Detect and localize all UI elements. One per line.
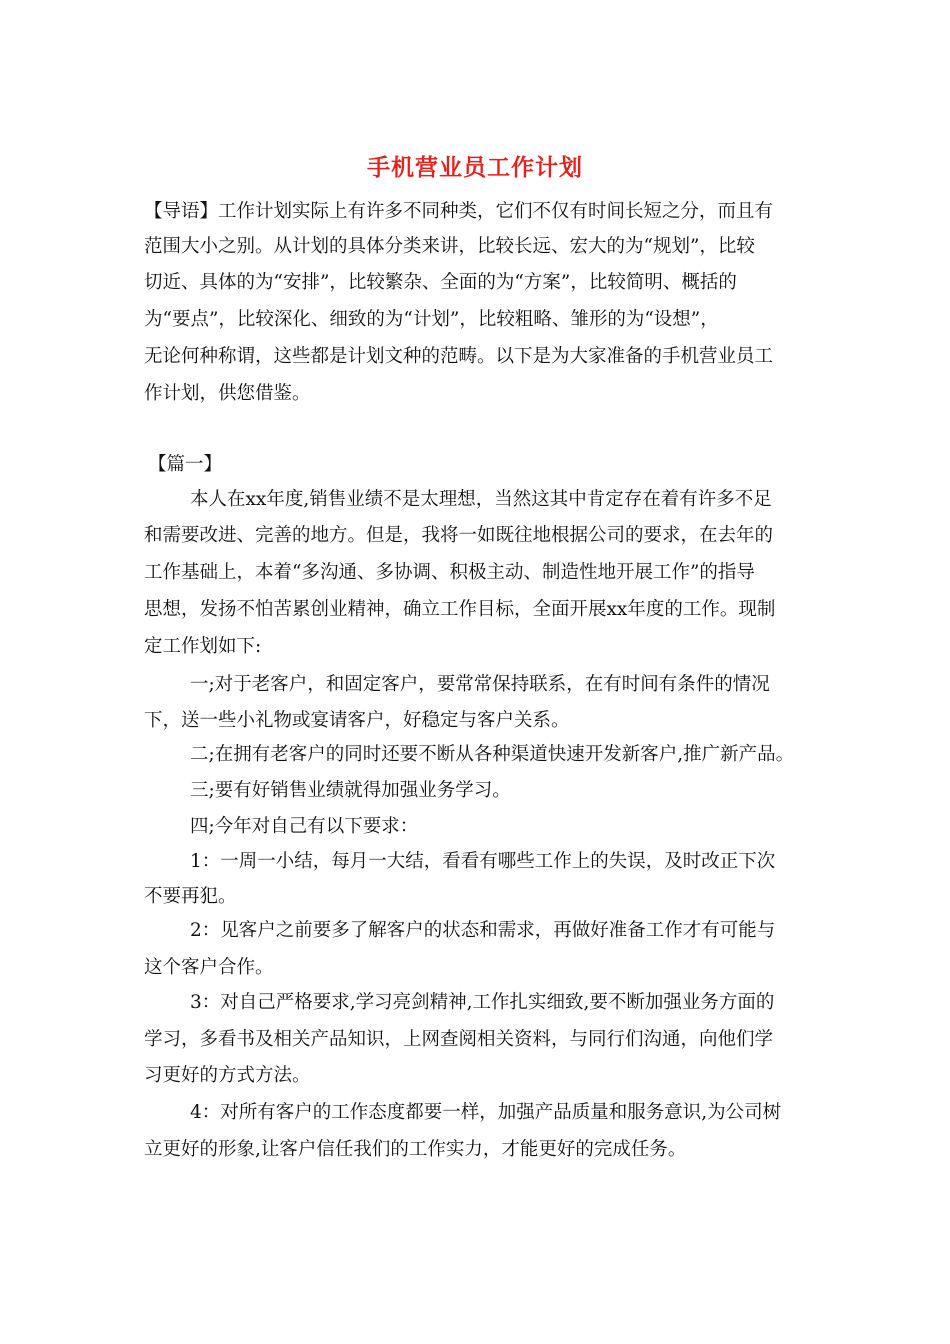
body-line: 学习，多看书及相关产品知识，上网查阅相关资料，与同行们沟通，向他们学 [144, 1029, 774, 1050]
body-line: 一;对于老客户，和固定客户，要常常保持联系，在有时间有条件的情况 [190, 674, 770, 695]
body-line: 1：一周一小结，每月一大结，看看有哪些工作上的失误，及时改正下次 [190, 851, 776, 872]
intro-line: 为“要点”，比较深化、细致的为“计划”，比较粗略、雏形的为“设想”， [144, 309, 719, 330]
body-line: 二;在拥有老客户的同时还要不断从各种渠道快速开发新客户,推广新产品。 [190, 744, 795, 765]
intro-line: 【导语】工作计划实际上有许多不同种类，它们不仅有时间长短之分，而且有 [144, 201, 774, 222]
body-line: 本人在xx年度,销售业绩不是太理想，当然这其中肯定存在着有许多不足 [190, 489, 772, 510]
body-line: 3：对自己严格要求,学习亮剑精神,工作扎实细致,要不断加强业务方面的 [190, 992, 775, 1013]
body-line: 立更好的形象,让客户信任我们的工作实力，才能更好的完成任务。 [144, 1139, 687, 1160]
intro-line: 范围大小之别。从计划的具体分类来讲，比较长远、宏大的为“规划”，比较 [144, 236, 755, 257]
body-line: 4：对所有客户的工作态度都要一样，加强产品质量和服务意识,为公司树 [190, 1102, 782, 1123]
body-line: 2：见客户之前要多了解客户的状态和需求，再做好准备工作才有可能与 [190, 920, 776, 941]
body-line: 四;今年对自己有以下要求： [190, 816, 419, 837]
intro-line: 无论何种称谓，这些都是计划文种的范畴。以下是为大家准备的手机营业员工 [144, 346, 774, 367]
body-line: 习更好的方式方法。 [144, 1065, 311, 1086]
body-line: 和需要改进、完善的地方。但是，我将一如既往地根据公司的要求，在去年的 [144, 525, 774, 546]
body-line: 下，送一些小礼物或宴请客户，好稳定与客户关系。 [144, 710, 570, 731]
body-line: 这个客户合作。 [144, 957, 274, 978]
body-line: 思想，发扬不怕苦累创业精神，确立工作目标，全面开展xx年度的工作。现制 [144, 599, 776, 620]
body-line: 不要再犯。 [144, 886, 237, 907]
body-line: 工作基础上，本着“多沟通、多协调、积极主动、制造性地开展工作”的指导 [144, 562, 755, 583]
body-line: 三;要有好销售业绩就得加强业务学习。 [190, 780, 511, 801]
page-title: 手机营业员工作计划 [367, 154, 583, 181]
body-line: 定工作划如下: [144, 636, 262, 657]
section-heading: 【篇一】 [148, 454, 223, 475]
intro-line: 作计划，供您借鉴。 [144, 383, 311, 404]
intro-line: 切近、具体的为“安排”，比较繁杂、全面的为“方案”，比较简明、概括的 [144, 272, 737, 293]
